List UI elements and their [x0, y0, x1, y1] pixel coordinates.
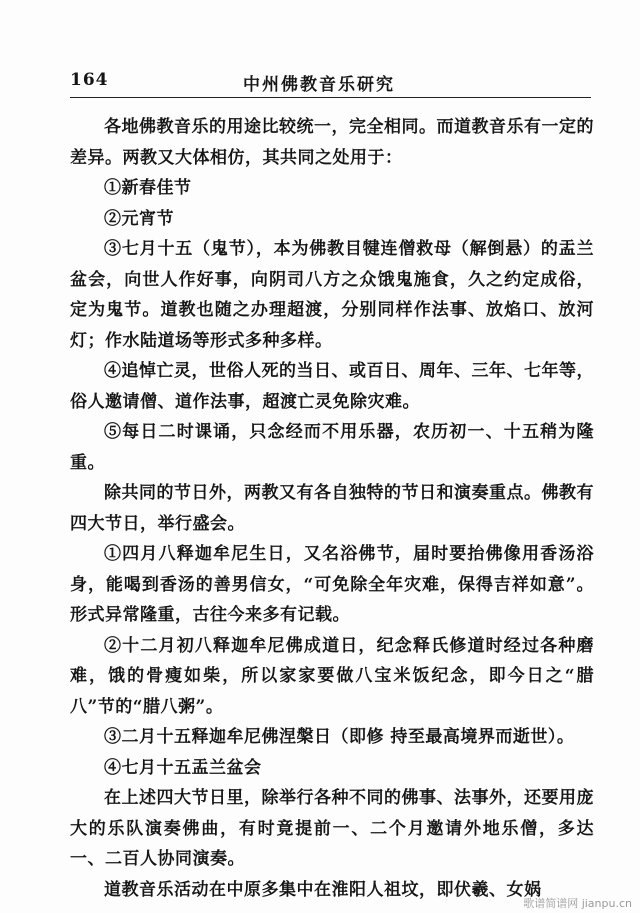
- paragraph: 在上述四大节日里，除举行各种不同的佛事、法事外，还要用庞大的乐队演奏佛曲，有时竟提前一、二个月邀请外地乐僧，多达一、二百人协同演奏。: [70, 788, 594, 869]
- page-number: 164: [70, 70, 109, 90]
- paragraph: 各地佛教音乐的用途比较统一，完全相同。而道教音乐有一定的差异。两教又大体相仿，其共同之处用于：: [70, 117, 594, 168]
- list-item: ①新春佳节: [104, 178, 192, 198]
- body-text: [70, 112, 594, 905]
- header-rule: [70, 97, 591, 98]
- list-item: ④追悼亡灵，世俗人死的当日、或百日、周年、三年、七年等，俗人邀请僧、道作法事，超渡亡灵免除灾难。: [70, 361, 594, 412]
- site-watermark: 歌谱简谱网 jianpu.cn: [523, 897, 632, 910]
- running-title: 中州佛教音乐研究: [243, 75, 395, 95]
- paragraph: 除共同的节日外，两教又有各自独特的节日和演奏重点。佛教有四大节日，举行盛会。: [70, 483, 594, 534]
- list-item: ①四月八释迦牟尼生日，又名浴佛节，届时要抬佛像用香汤浴身，能喝到香汤的善男信女，“可免除全年灾难，保得吉祥如意”。形式异常隆重，古往今来多有记载。: [70, 544, 594, 625]
- list-item: ②元宵节: [104, 208, 174, 229]
- page-header: [70, 70, 590, 100]
- list-item: ③七月十五（鬼节），本为佛教目犍连僧救母（解倒悬）的盂兰盆会，向世人作好事，向阴司八方之众饿鬼施食，久之约定成俗，定为鬼节。道教也随之办理超渡，分别同样作法事、放焰口、放河灯；作水陆道场等形式多种多样。: [70, 239, 594, 351]
- paragraph: 道教音乐活动在中原多集中在淮阳人祖坟，即伏羲、女娲: [104, 879, 542, 900]
- list-item: ④七月十五盂兰盆会: [104, 757, 262, 778]
- list-item: ②十二月初八释迦牟尼佛成道日，纪念释氏修道时经过各种磨难，饿的骨瘦如柴，所以家家要做八宝米饭纪念，即今日之“腊八”节的“腊八粥”。: [70, 635, 594, 717]
- list-item: ⑤每日二时课诵，只念经而不用乐器，农历初一、十五稍为隆重。: [70, 422, 594, 473]
- list-item: ③二月十五释迦牟尼佛涅槃日（即修 持至最高境界而逝世）。: [104, 727, 575, 747]
